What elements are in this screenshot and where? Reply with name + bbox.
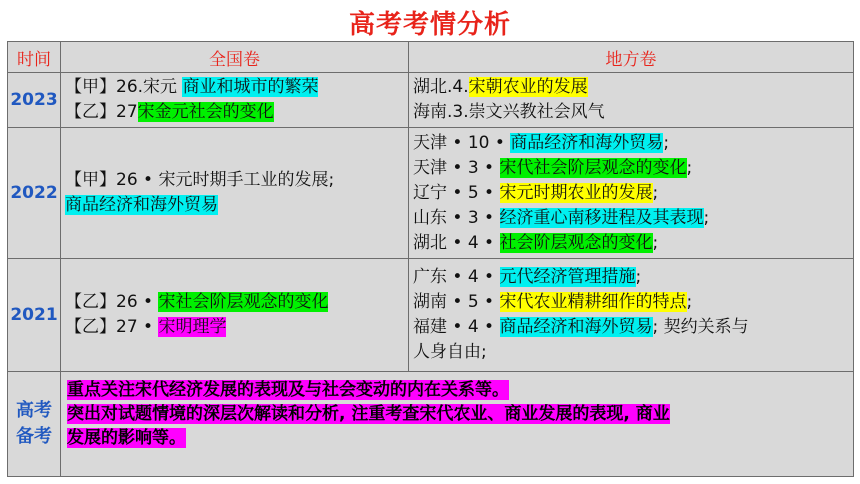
advice-line xyxy=(67,426,847,450)
list-item xyxy=(65,315,404,340)
list-item xyxy=(65,168,404,193)
highlight-text: 宋金元社会的变化 xyxy=(137,102,274,122)
advice-line xyxy=(67,378,847,402)
exam-analysis-table xyxy=(7,41,854,477)
item-suffix: ; xyxy=(703,207,710,228)
advice-line xyxy=(67,402,847,426)
header-time: 时间 xyxy=(8,42,61,73)
national-cell xyxy=(61,259,409,372)
item-suffix: ; xyxy=(686,292,693,312)
list-item xyxy=(413,290,849,315)
list-item xyxy=(413,340,849,365)
year-cell: 2023 xyxy=(8,73,61,128)
local-cell xyxy=(409,259,854,372)
highlight-text: 宋元时期农业的发展 xyxy=(499,182,653,203)
header-national: 全国卷 xyxy=(61,42,409,73)
year-cell: 2021 xyxy=(8,259,61,372)
highlight-text: 商品经济和海外贸易 xyxy=(510,132,664,153)
highlight-text: 社会阶层观念的变化 xyxy=(499,232,653,253)
list-item xyxy=(413,265,849,290)
item-suffix: ; xyxy=(635,267,642,287)
list-item xyxy=(65,100,404,125)
highlight-text: 商品经济和海外贸易 xyxy=(499,317,653,337)
local-cell xyxy=(409,73,854,128)
item-text: 山东 • 3 • xyxy=(413,207,500,228)
gaokao-label-cell xyxy=(8,372,61,477)
item-text: 广东 • 4 • xyxy=(413,267,500,287)
highlight-text: 商业和城市的繁荣 xyxy=(182,77,319,97)
table-row-2021 xyxy=(8,259,854,372)
list-item xyxy=(413,206,849,231)
table-row-gaokao xyxy=(8,372,854,477)
table-row-2022 xyxy=(8,128,854,259)
highlight-text: 宋代农业精耕细作的特点 xyxy=(499,292,687,312)
list-item xyxy=(413,75,849,100)
highlight-text: 经济重心南移进程及其表现 xyxy=(499,207,704,228)
national-cell xyxy=(61,128,409,259)
local-cell xyxy=(409,128,854,259)
item-text: 辽宁 • 5 • xyxy=(413,182,500,203)
highlight-text: 元代经济管理措施 xyxy=(499,267,636,287)
header-local: 地方卷 xyxy=(409,42,854,73)
year-cell: 2022 xyxy=(8,128,61,259)
item-text: 【甲】26 • 宋元时期手工业的发展; xyxy=(65,170,335,190)
item-text: 湖南 • 5 • xyxy=(413,292,500,312)
highlight-text: 宋社会阶层观念的变化 xyxy=(158,292,329,312)
list-item xyxy=(65,75,404,100)
national-cell xyxy=(61,73,409,128)
item-suffix: ; xyxy=(652,182,659,203)
list-item xyxy=(65,290,404,315)
item-text: 天津 • 10 • xyxy=(413,132,511,153)
item-suffix: ; xyxy=(686,157,693,178)
item-suffix: ; xyxy=(652,232,659,253)
item-suffix: ; xyxy=(663,132,670,153)
list-item xyxy=(65,193,404,218)
item-text: 人身自由; xyxy=(413,342,487,362)
list-item xyxy=(413,100,849,125)
gaokao-label-line: 备考 xyxy=(16,426,52,447)
list-item xyxy=(413,156,849,181)
highlight-text: 宋明理学 xyxy=(158,317,227,337)
item-text: 【乙】27 xyxy=(65,102,138,122)
item-text: 海南.3.崇文兴教社会风气 xyxy=(413,102,605,122)
page-title: 高考考情分析 xyxy=(348,10,511,40)
item-suffix: ; 契约关系与 xyxy=(652,317,749,337)
highlight-text: 宋朝农业的发展 xyxy=(468,77,588,97)
advice-text: 突出对试题情境的深层次解读和分析, 注重考查宋代农业、商业发展的表现, 商业 xyxy=(67,404,670,424)
list-item xyxy=(413,181,849,206)
table-row-2023 xyxy=(8,73,854,128)
gaokao-advice-cell xyxy=(61,372,854,477)
list-item xyxy=(413,131,849,156)
item-text: 湖北.4. xyxy=(413,77,469,97)
highlight-text: 宋代社会阶层观念的变化 xyxy=(499,157,687,178)
item-text: 湖北 • 4 • xyxy=(413,232,500,253)
list-item xyxy=(413,315,849,340)
item-text: 【乙】26 • xyxy=(65,292,159,312)
header-row xyxy=(8,42,854,73)
advice-text: 发展的影响等。 xyxy=(67,428,186,448)
item-text: 福建 • 4 • xyxy=(413,317,500,337)
gaokao-label-line: 高考 xyxy=(16,400,52,421)
advice-text: 重点关注宋代经济发展的表现及与社会变动的内在关系等。 xyxy=(67,380,509,400)
item-text: 【甲】26.宋元 xyxy=(65,77,183,97)
highlight-text: 商品经济和海外贸易 xyxy=(65,195,218,215)
item-text: 天津 • 3 • xyxy=(413,157,500,178)
list-item xyxy=(413,231,849,256)
item-text: 【乙】27 • xyxy=(65,317,159,337)
